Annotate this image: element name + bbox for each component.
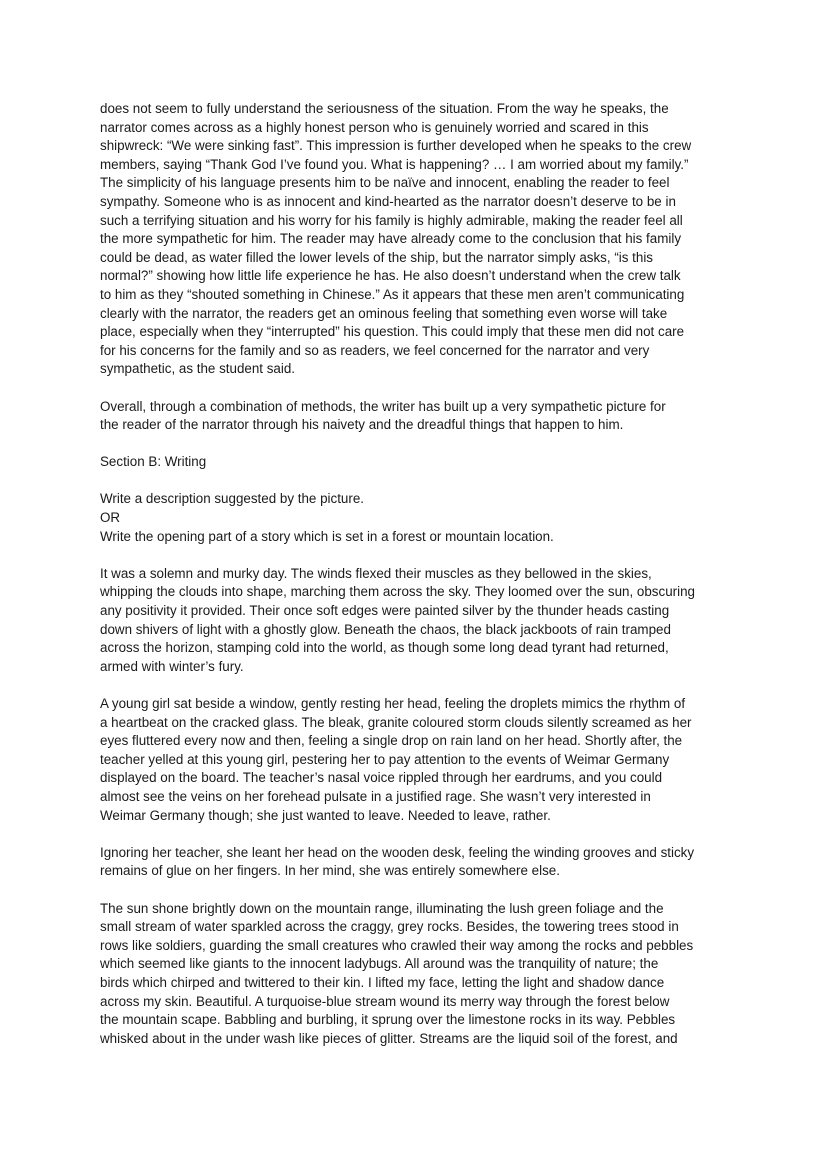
text-line: the mountain scape. Babbling and burbling, it sprung over the limestone rocks in its way. Pebbles [100,1012,676,1028]
text-line: A young girl sat beside a window, gently resting her head, feeling the droplets mimics the rhythm of [100,696,686,711]
document-page [100,100,728,1067]
text-line: eyes fluttered every now and then, feeling a single drop on rain land on her head. Shortly after, the [100,733,683,749]
text-line: rows like soldiers, guarding the small creatures who crawled their way among the rocks and pebbles [100,937,694,953]
text-line: birds which chirped and twittered to their kin. I lifted my face, letting the light and shadow dance [100,974,665,990]
text-line: could be dead, as water filled the lower levels of the ship, but the narrator simply asks, “is this [100,249,654,265]
text-line: Write the opening part of a story which is set in a forest or mountain location. [100,528,554,544]
text-line: remains of glue on her fingers. In her mind, she was entirely somewhere else. [100,863,560,879]
text-line: sympathy. Someone who is as innocent and kind-hearted as the narrator doesn’t deserve to be in [100,193,676,209]
text-line: a heartbeat on the cracked glass. The bleak, granite coloured storm clouds silently screamed as her [100,714,692,730]
text-line: The simplicity of his language presents him to be naïve and innocent, enabling the reader to feel [100,175,670,191]
body-paragraph [100,565,728,677]
text-line: It was a solemn and murky day. The winds flexed their muscles as they bellowed in the skies, [100,565,652,581]
text-line: for his concerns for the family and so as readers, we feel concerned for the narrator and very [100,342,650,358]
text-line: OR [100,510,121,526]
text-line: whipping the clouds into shape, marching them across the sky. They loomed over the sun, obscuring [100,584,695,600]
text-line: armed with winter’s fury. [100,658,244,674]
text-line: down shivers of light with a ghostly glow. Beneath the chaos, the black jackboots of rain tramped [100,621,671,637]
text-line: whisked about in the under wash like pieces of glitter. Streams are the liquid soil of the forest, and [100,1030,678,1046]
text-line: sympathetic, as the student said. [100,361,296,377]
body-paragraph [100,100,728,379]
text-line: displayed on the board. The teacher’s nasal voice rippled through her eardrums, and you could [100,770,663,786]
writing-prompt [100,490,728,546]
body-paragraph [100,900,728,1049]
text-line: across the horizon, stamping cold into the world, as though some long dead tyrant had returned, [100,640,669,656]
text-line: The sun shone brightly down on the mountain range, illuminating the lush green foliage and the [100,900,664,916]
text-line: Weimar Germany though; she just wanted to leave. Needed to leave, rather. [100,807,551,823]
text-line: such a terrifying situation and his worry for his family is highly admirable, making the reader feel all [100,212,683,228]
body-paragraph [100,844,728,881]
body-paragraph [100,398,728,435]
text-line: the more sympathetic for him. The reader may have already come to the conclusion that his family [100,231,682,247]
text-line: the reader of the narrator through his naivety and the dreadful things that happen to him. [100,417,624,433]
text-line: small stream of water sparkled across the craggy, grey rocks. Besides, the towering trees stood in [100,919,679,935]
text-line: Overall, through a combination of methods, the writer has built up a very sympathetic picture for [100,398,666,414]
text-line: Section B: Writing [100,454,207,470]
text-line: almost see the veins on her forehead pulsate in a justified rage. She wasn’t very interested in [100,788,651,804]
body-paragraph [100,695,728,825]
text-line: to him as they “shouted something in Chinese.” As it appears that these men aren’t communicating [100,286,685,302]
text-line: normal?” showing how little life experience he has. He also doesn’t understand when the crew talk [100,268,681,284]
text-line: across my skin. Beautiful. A turquoise-blue stream wound its merry way through the forest below [100,993,670,1009]
text-line: members, saying “Thank God I’ve found you. What is happening? … I am worried about my family.” [100,156,689,172]
text-line: clearly with the narrator, the readers get an ominous feeling that something even worse will take [100,305,668,321]
section-heading [100,453,728,472]
text-line: teacher yelled at this young girl, pestering her to pay attention to the events of Weimar Germany [100,751,670,767]
text-line: place, especially when they “interrupted” his question. This could imply that these men did not care [100,324,685,340]
text-line: which seemed like giants to the innocent ladybugs. All around was the tranquility of nature; the [100,956,659,972]
text-line: shipwreck: “We were sinking fast”. This impression is further developed when he speaks to the crew [100,138,692,154]
text-line: narrator comes across as a highly honest person who is genuinely worried and scared in this [100,119,649,135]
text-line: Write a description suggested by the picture. [100,491,364,507]
text-line: any positivity it provided. Their once soft edges were painted silver by the thunder heads casting [100,603,670,619]
text-line: does not seem to fully understand the seriousness of the situation. From the way he speaks, the [100,101,669,116]
text-line: Ignoring her teacher, she leant her head on the wooden desk, feeling the winding grooves and sticky [100,844,695,860]
